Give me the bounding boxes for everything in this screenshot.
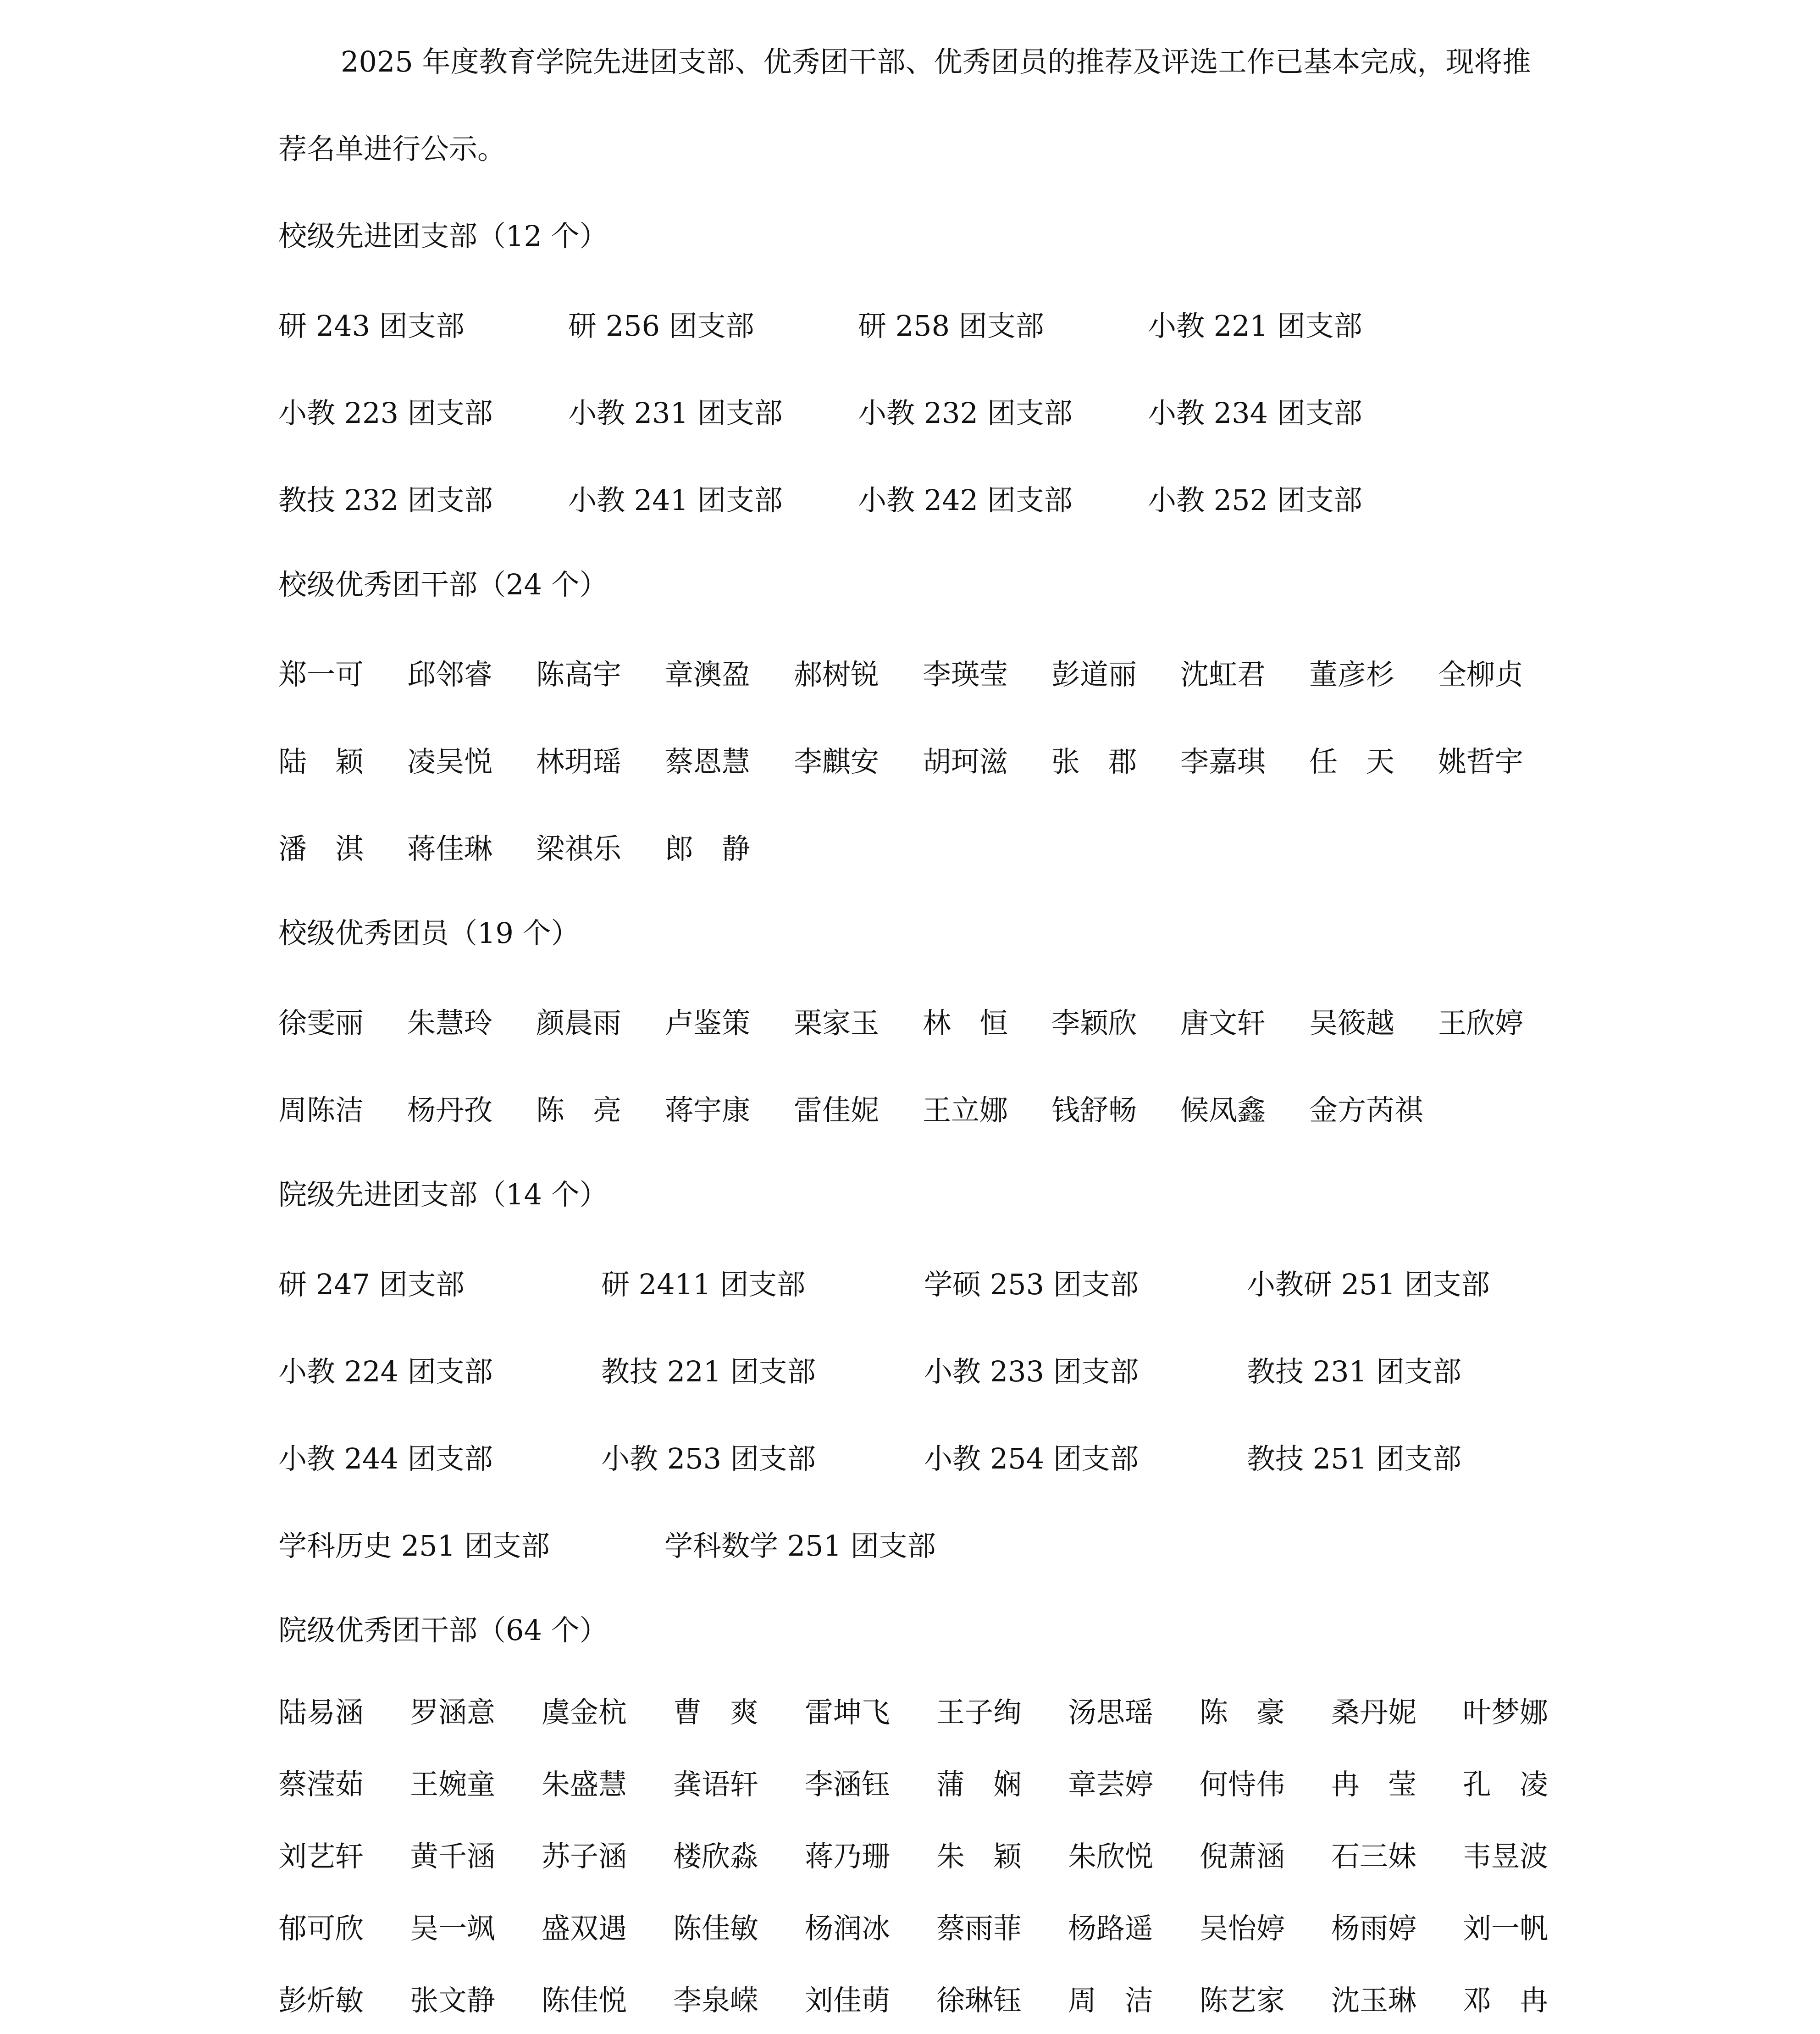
branch-name: 教技 232 团支部 <box>278 483 493 517</box>
person-name: 吴一飒 <box>410 1912 496 1945</box>
name-row <box>278 715 1562 803</box>
person-name: 陈 亮 <box>536 1093 622 1127</box>
branch-name: 小教 252 团支部 <box>1148 483 1362 517</box>
person-name: 郝树锐 <box>794 657 880 691</box>
branch-name: 小教研 251 团支部 <box>1247 1267 1490 1301</box>
person-name: 郑一可 <box>278 657 364 691</box>
branch-name: 研 2411 团支部 <box>601 1267 806 1301</box>
branch-name: 小教 231 团支部 <box>568 396 783 430</box>
person-name: 陈佳悦 <box>542 1984 627 2017</box>
name-row <box>278 1413 1562 1500</box>
name-row <box>278 367 1562 454</box>
name-row <box>278 803 1562 890</box>
person-name: 董彦杉 <box>1309 657 1395 691</box>
school-members-list <box>278 977 1562 1151</box>
branch-name: 小教 233 团支部 <box>924 1354 1139 1388</box>
person-name: 钱舒畅 <box>1051 1093 1137 1127</box>
branch-name: 小教 221 团支部 <box>1148 309 1362 343</box>
person-name: 曹 爽 <box>673 1696 759 1729</box>
name-row <box>278 454 1562 541</box>
branch-name: 小教 224 团支部 <box>278 1354 493 1388</box>
person-name: 杨润冰 <box>805 1912 891 1945</box>
name-row <box>278 1962 1562 2034</box>
person-name: 陆 颖 <box>278 744 364 778</box>
branch-name: 学科历史 251 团支部 <box>278 1529 550 1563</box>
name-row <box>278 1325 1562 1413</box>
person-name: 胡珂滋 <box>923 744 1008 778</box>
branch-name: 学硕 253 团支部 <box>924 1267 1139 1301</box>
person-name: 张文静 <box>410 1984 496 2017</box>
name-row <box>278 1238 1562 1325</box>
branch-name: 小教 241 团支部 <box>568 483 783 517</box>
person-name: 邓 冉 <box>1463 1984 1549 2017</box>
branch-name: 小教 234 团支部 <box>1148 396 1362 430</box>
person-name: 盛双遇 <box>542 1912 627 1945</box>
person-name: 邱邻睿 <box>407 657 493 691</box>
name-row <box>278 1818 1562 1890</box>
person-name: 彭炘敏 <box>278 1984 364 2017</box>
person-name: 刘佳萌 <box>805 1984 891 2017</box>
person-name: 石三妹 <box>1331 1840 1417 1873</box>
person-name: 徐雯丽 <box>278 1006 364 1040</box>
person-name: 蒋佳琳 <box>407 831 493 865</box>
branch-name: 教技 221 团支部 <box>601 1354 816 1388</box>
person-name: 凌吴悦 <box>407 744 493 778</box>
branch-name: 小教 253 团支部 <box>601 1441 816 1475</box>
person-name: 全柳贞 <box>1438 657 1524 691</box>
branch-name: 研 258 团支部 <box>858 309 1044 343</box>
person-name: 蔡雨菲 <box>936 1912 1022 1945</box>
person-name: 吴怡婷 <box>1200 1912 1285 1945</box>
name-row <box>278 628 1562 715</box>
school-branches-list <box>278 280 1562 541</box>
person-name: 王立娜 <box>923 1093 1008 1127</box>
person-name: 吴筱越 <box>1309 1006 1395 1040</box>
branch-name: 教技 231 团支部 <box>1247 1354 1461 1388</box>
college-cadres-list <box>278 1674 1562 2034</box>
name-row <box>278 1064 1562 1151</box>
person-name: 章芸婷 <box>1068 1768 1154 1801</box>
person-name: 李麒安 <box>794 744 880 778</box>
person-name: 杨雨婷 <box>1331 1912 1417 1945</box>
branch-name: 小教 232 团支部 <box>858 396 1073 430</box>
person-name: 蒲 娴 <box>936 1768 1022 1801</box>
college-cadres-heading: 院级优秀团干部（64 个） <box>278 1613 608 1647</box>
person-name: 林玥瑶 <box>536 744 622 778</box>
person-name: 韦昱波 <box>1463 1840 1549 1873</box>
person-name: 陈高宇 <box>536 657 622 691</box>
person-name: 杨路遥 <box>1068 1912 1154 1945</box>
person-name: 倪萧涵 <box>1200 1840 1285 1873</box>
name-row <box>278 1890 1562 1962</box>
person-name: 李颖欣 <box>1051 1006 1137 1040</box>
person-name: 沈虹君 <box>1180 657 1266 691</box>
person-name: 林 恒 <box>923 1006 1008 1040</box>
person-name: 郁可欣 <box>278 1912 364 1945</box>
person-name: 蔡滢茹 <box>278 1768 364 1801</box>
branch-name: 研 256 团支部 <box>568 309 754 343</box>
person-name: 姚哲宇 <box>1438 744 1524 778</box>
person-name: 刘一帆 <box>1463 1912 1549 1945</box>
branch-name: 研 243 团支部 <box>278 309 465 343</box>
person-name: 卢鉴策 <box>665 1006 751 1040</box>
person-name: 蔡恩慧 <box>665 744 751 778</box>
person-name: 李嘉琪 <box>1180 744 1266 778</box>
person-name: 彭道丽 <box>1051 657 1137 691</box>
college-branches-list <box>278 1238 1562 1500</box>
name-row <box>278 280 1562 367</box>
person-name: 周陈洁 <box>278 1093 364 1127</box>
person-name: 朱 颖 <box>936 1840 1022 1873</box>
person-name: 杨丹孜 <box>407 1093 493 1127</box>
person-name: 雷坤飞 <box>805 1696 891 1729</box>
person-name: 黄千涵 <box>410 1840 496 1873</box>
person-name: 龚语轩 <box>673 1768 759 1801</box>
person-name: 虞金杭 <box>542 1696 627 1729</box>
person-name: 叶梦娜 <box>1463 1696 1549 1729</box>
person-name: 何恃伟 <box>1200 1768 1285 1801</box>
person-name: 王婉童 <box>410 1768 496 1801</box>
person-name: 陈 豪 <box>1200 1696 1285 1729</box>
person-name: 李瑛莹 <box>923 657 1008 691</box>
school-branches-heading: 校级先进团支部（12 个） <box>278 219 608 253</box>
branch-name: 研 247 团支部 <box>278 1267 465 1301</box>
person-name: 蒋乃珊 <box>805 1840 891 1873</box>
person-name: 章澳盈 <box>665 657 751 691</box>
name-row <box>278 1746 1562 1818</box>
person-name: 李涵钰 <box>805 1768 891 1801</box>
person-name: 王欣婷 <box>1438 1006 1524 1040</box>
branch-name: 小教 223 团支部 <box>278 396 493 430</box>
college-branches-heading: 院级先进团支部（14 个） <box>278 1178 608 1211</box>
person-name: 候凤鑫 <box>1180 1093 1266 1127</box>
person-name: 朱慧玲 <box>407 1006 493 1040</box>
person-name: 徐琳钰 <box>936 1984 1022 2017</box>
name-row <box>278 977 1562 1064</box>
person-name: 潘 淇 <box>278 831 364 865</box>
person-name: 梁祺乐 <box>536 831 622 865</box>
college-branches-last-row <box>278 1500 1562 1587</box>
person-name: 罗涵意 <box>410 1696 496 1729</box>
person-name: 颜晨雨 <box>536 1006 622 1040</box>
person-name: 蒋宇康 <box>665 1093 751 1127</box>
person-name: 楼欣淼 <box>673 1840 759 1873</box>
branch-name: 小教 242 团支部 <box>858 483 1073 517</box>
person-name: 唐文轩 <box>1180 1006 1266 1040</box>
branch-name: 小教 254 团支部 <box>924 1441 1139 1475</box>
person-name: 雷佳妮 <box>794 1093 880 1127</box>
school-members-heading: 校级优秀团员（19 个） <box>278 916 580 950</box>
person-name: 周 洁 <box>1068 1984 1154 2017</box>
person-name: 陈艺家 <box>1200 1984 1285 2017</box>
person-name: 刘艺轩 <box>278 1840 364 1873</box>
person-name: 李泉嵘 <box>673 1984 759 2017</box>
person-name: 任 天 <box>1309 744 1395 778</box>
person-name: 陈佳敏 <box>673 1912 759 1945</box>
person-name: 朱盛慧 <box>542 1768 627 1801</box>
branch-name: 学科数学 251 团支部 <box>664 1529 936 1563</box>
announcement-page <box>278 18 1562 2034</box>
school-cadres-heading: 校级优秀团干部（24 个） <box>278 568 608 601</box>
school-cadres-list <box>278 628 1562 890</box>
person-name: 冉 莹 <box>1331 1768 1417 1801</box>
branch-name: 教技 251 团支部 <box>1247 1441 1461 1475</box>
person-name: 沈玉琳 <box>1331 1984 1417 2017</box>
name-row <box>278 1674 1562 1746</box>
person-name: 桑丹妮 <box>1331 1696 1417 1729</box>
person-name: 孔 凌 <box>1463 1768 1549 1801</box>
person-name: 郎 静 <box>665 831 751 865</box>
person-name: 汤思瑶 <box>1068 1696 1154 1729</box>
person-name: 朱欣悦 <box>1068 1840 1154 1873</box>
person-name: 陆易涵 <box>278 1696 364 1729</box>
branch-name: 小教 244 团支部 <box>278 1441 493 1475</box>
person-name: 王子绚 <box>936 1696 1022 1729</box>
person-name: 金方芮祺 <box>1309 1093 1423 1127</box>
intro-paragraph: 2025 年度教育学院先进团支部、优秀团干部、优秀团员的推荐及评选工作已基本完成，现将推荐名单进行公示。 <box>278 45 1531 166</box>
person-name: 苏子涵 <box>542 1840 627 1873</box>
person-name: 张 郡 <box>1051 744 1137 778</box>
person-name: 栗家玉 <box>794 1006 880 1040</box>
